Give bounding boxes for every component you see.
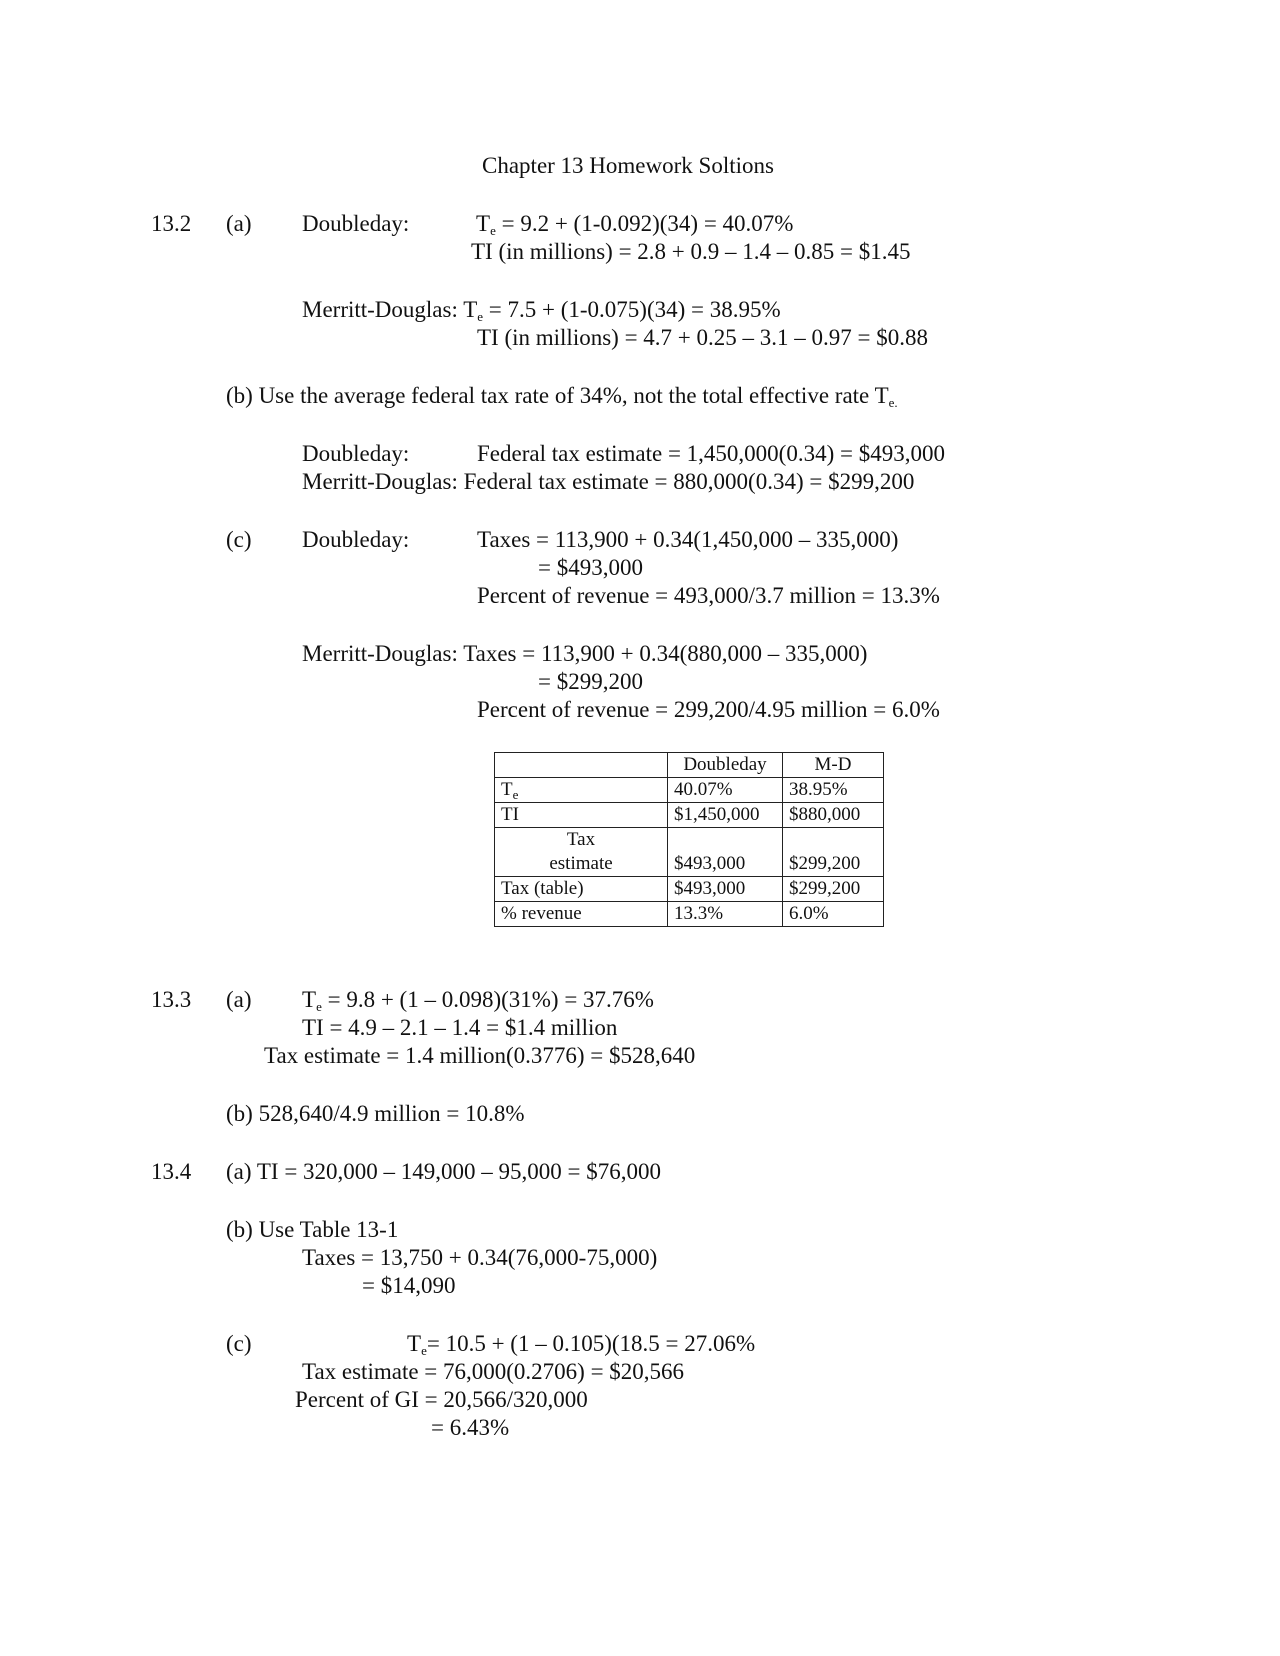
page-title: Chapter 13 Homework Soltions (482, 153, 774, 178)
part-c-doubleday-label: Doubleday: (302, 527, 410, 552)
part-b-statement: (b) Use the average federal tax rate of 34%, not the total effective rate $T_{e.}$ (226, 383, 898, 410)
part-c-te-equation: $T_e= 10.5 + (1 - 0.105)(18.5 = 27.06\%$ (407, 1331, 756, 1358)
table-row-label-tax-estimate: Tax estimate (495, 828, 668, 877)
part-b-taxes-equation: Taxes = 13,750 + 0.34(76,000-75,000) (302, 1245, 658, 1270)
part-c-merritt-douglas-taxes-result: = $299,200 (538, 669, 643, 694)
te-equation: $T_e = 9.8 + (1 - 0.098)(31\%) = 37.76\%$ (302, 987, 654, 1014)
table-header-row (495, 753, 884, 778)
doubleday-ti-equation: TI (in millions) = 2.8 + 0.9 – 1.4 – 0.85 = $1.45 (471, 239, 911, 264)
table-row (495, 828, 884, 877)
part-c-label: (c) (226, 527, 252, 552)
table-row-label-percent-revenue: % revenue (495, 902, 668, 927)
part-b-statement: (b) Use Table 13-1 (226, 1217, 399, 1242)
part-b-taxes-result: = $14,090 (362, 1273, 456, 1298)
table-row-label-ti: TI (495, 803, 668, 828)
tax-estimate-equation: Tax estimate = 1.4 million(0.3776) = $528,640 (264, 1043, 696, 1068)
merritt-douglas-ti-equation: TI (in millions) = 4.7 + 0.25 – 3.1 – 0.97 = $0.88 (477, 325, 928, 350)
table-row-label-tax-table: Tax (table) (495, 877, 668, 902)
table-row (495, 902, 884, 927)
table-cell: $493,000 (668, 877, 783, 902)
table-header-doubleday: Doubleday (668, 753, 783, 778)
summary-table (494, 752, 884, 927)
part-b-merritt-douglas-estimate: Merritt-Douglas: Federal tax estimate = 880,000(0.34) = $299,200 (302, 469, 915, 494)
part-a-label: (a) (226, 211, 252, 236)
part-c-doubleday-taxes: Taxes = 113,900 + 0.34(1,450,000 – 335,000) (477, 527, 899, 552)
doubleday-te-equation: $T_e = 9.2 + (1-0.092)(34) = 40.07\%$ (476, 211, 794, 238)
merritt-douglas-te-equation: Merritt-Douglas: $T_e = 7.5 + (1-0.075)(34) = 38.95\%$ (302, 297, 781, 324)
problem-number-13-3: 13.3 (151, 987, 192, 1012)
part-c-doubleday-percent: Percent of revenue = 493,000/3.7 million = 13.3% (477, 583, 940, 608)
table-cell: 13.3% (668, 902, 783, 927)
table-row-label-te: $T_e$ (495, 778, 668, 803)
table-cell: $299,200 (783, 877, 884, 902)
table-cell: $880,000 (783, 803, 884, 828)
part-c-percent-gi-result: = 6.43% (431, 1415, 510, 1440)
table-cell: $493,000 (668, 828, 783, 877)
problem-number-13-4: 13.4 (151, 1159, 192, 1184)
table-row (495, 877, 884, 902)
table-header-md: M-D (783, 753, 884, 778)
table-header-blank (495, 753, 668, 778)
part-b-doubleday-label: Doubleday: (302, 441, 410, 466)
part-c-merritt-douglas-percent: Percent of revenue = 299,200/4.95 million = 6.0% (477, 697, 940, 722)
part-a-label: (a) (226, 987, 252, 1012)
part-b-doubleday-estimate: Federal tax estimate = 1,450,000(0.34) = $493,000 (477, 441, 945, 466)
table-cell: 38.95% (783, 778, 884, 803)
doubleday-label: Doubleday: (302, 211, 410, 236)
table-cell: 6.0% (783, 902, 884, 927)
table-row (495, 778, 884, 803)
part-c-label: (c) (226, 1331, 252, 1356)
table-cell: $1,450,000 (668, 803, 783, 828)
part-c-tax-estimate: Tax estimate = 76,000(0.2706) = $20,566 (302, 1359, 685, 1384)
table-row (495, 803, 884, 828)
problem-number-13-2: 13.2 (151, 211, 192, 236)
table-cell: $299,200 (783, 828, 884, 877)
part-c-doubleday-taxes-result: = $493,000 (538, 555, 643, 580)
part-c-percent-gi: Percent of GI = 20,566/320,000 (295, 1387, 588, 1412)
ti-equation: TI = 4.9 – 2.1 – 1.4 = $1.4 million (302, 1015, 618, 1040)
part-b-result: (b) 528,640/4.9 million = 10.8% (226, 1101, 525, 1126)
part-c-merritt-douglas-taxes: Merritt-Douglas: Taxes = 113,900 + 0.34(880,000 – 335,000) (302, 641, 868, 666)
table-cell: 40.07% (668, 778, 783, 803)
part-a-ti-equation: (a) TI = 320,000 – 149,000 – 95,000 = $76,000 (226, 1159, 662, 1184)
